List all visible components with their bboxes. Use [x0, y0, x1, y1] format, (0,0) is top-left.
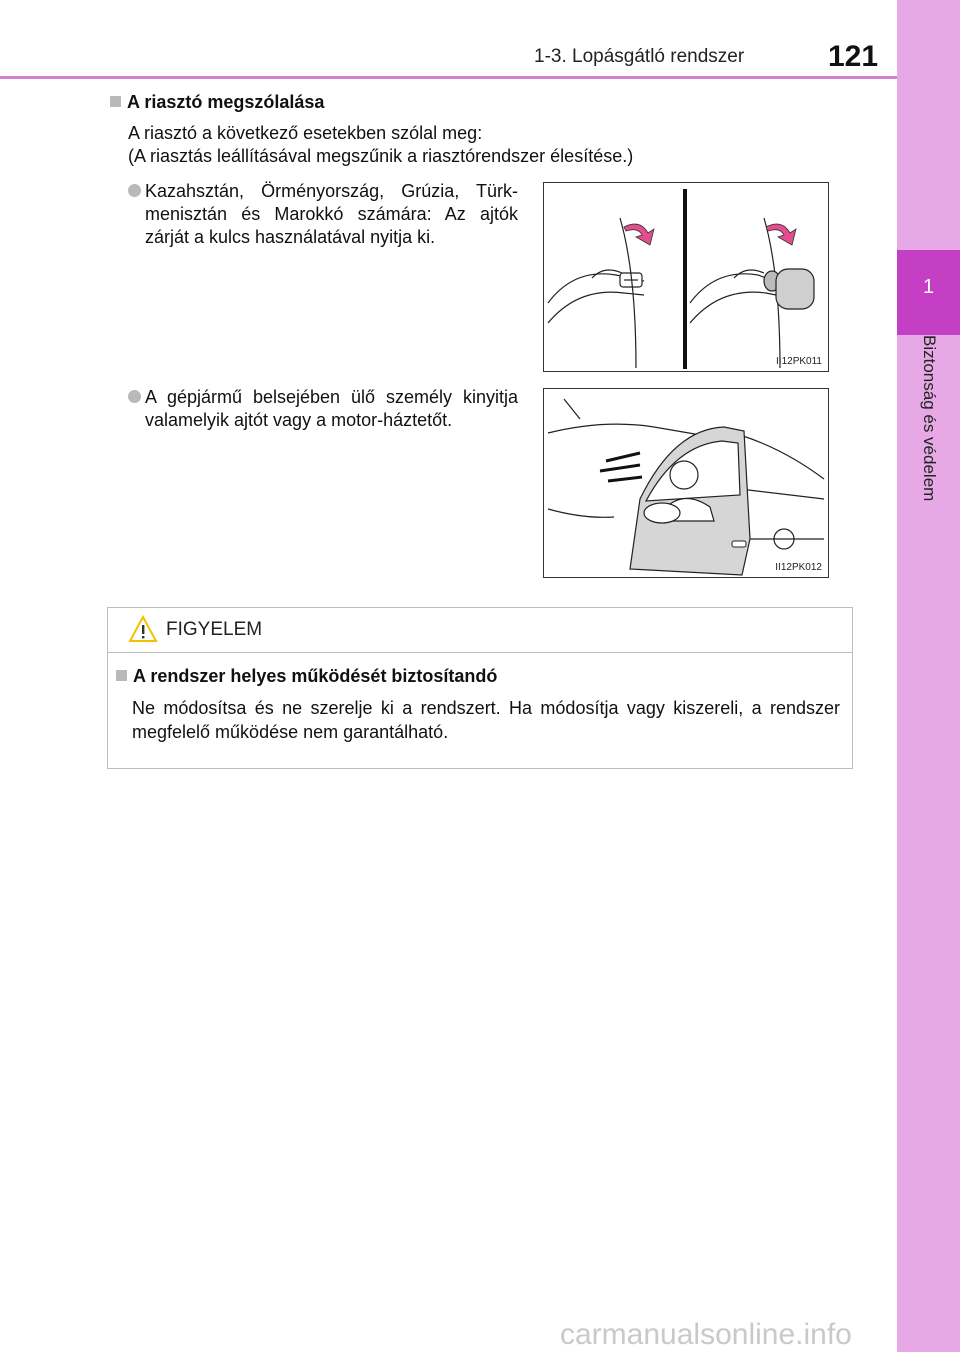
warning-box	[107, 607, 853, 769]
door-key-illustration	[544, 183, 828, 371]
section-heading	[110, 92, 324, 113]
header-rule	[0, 76, 897, 79]
figure-code: II12PK011	[776, 356, 822, 367]
warning-heading-text: A rendszer helyes működését biztosítandó	[133, 666, 498, 686]
chapter-number: 1	[922, 276, 935, 298]
square-bullet-icon	[116, 670, 127, 681]
warning-triangle-icon	[128, 614, 158, 644]
warning-title: FIGYELEM	[166, 619, 263, 640]
warning-body: Ne módosítsa és ne szerelje ki a rendszert. Ha módosítja vagy kiszereli, a rendszer megfelelő működése nem garantálható.	[132, 698, 840, 742]
intro-line-2: (A riasztás leállításával megszűnik a riasztórendszer élesítése.)	[128, 146, 634, 166]
round-bullet-icon	[128, 390, 141, 403]
warning-heading	[116, 666, 497, 687]
intro-line-1: A riasztó a következő esetekben szólal meg:	[128, 123, 483, 143]
watermark: carmanualsonline.info	[560, 1318, 852, 1351]
square-bullet-icon	[110, 96, 121, 107]
figure-key-unlock	[543, 182, 829, 372]
chapter-title-text: Biztonság és védelem	[920, 335, 939, 502]
section-name: 1-3. Lopásgátló rendszer	[534, 46, 745, 67]
list-item-text: A gépjármű belsejében ülő személy kinyitja valamelyik ajtót vagy a motor-háztetőt.	[145, 387, 518, 430]
figure-door-open	[543, 388, 829, 578]
figure-code: II12PK012	[775, 562, 822, 573]
section-heading-text: A riasztó megszólalása	[127, 92, 325, 112]
chapter-side-tab	[897, 0, 960, 1352]
chapter-title	[912, 335, 946, 565]
round-bullet-icon	[128, 184, 141, 197]
list-item	[128, 180, 518, 249]
list-item-text: Kazahsztán, Örményország, Grúzia, Türk-menisztán és Marokkó számára: Az ajtók zárját a kulcs használatával nyitja ki.	[145, 181, 518, 247]
car-door-illustration	[544, 389, 828, 577]
page-number: 121	[828, 40, 879, 73]
warning-header	[108, 608, 852, 653]
list-item	[128, 386, 518, 432]
